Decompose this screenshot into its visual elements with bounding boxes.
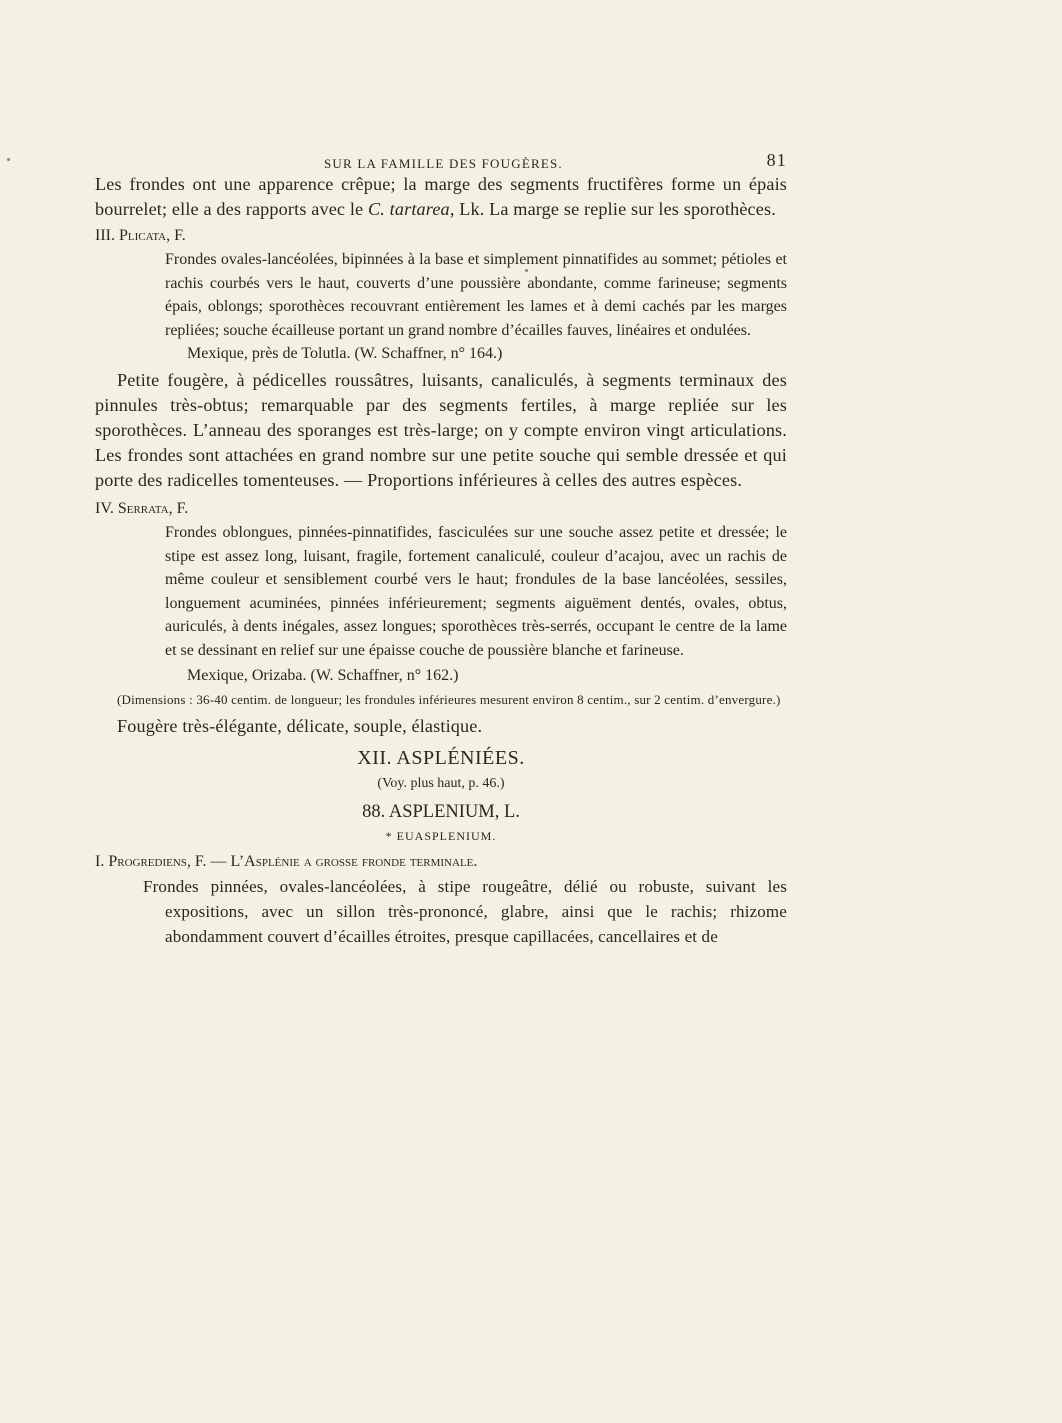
paragraph: Petite fougère, à pédicelles roussâtres, luisants, canaliculés, à segments terminaux des pinnules très-obtus; remarquable par des segments fertiles, à marge repliée sur les sporothèces. L’anneau des sporanges est très-large; on y compte environ vingt articulations. Les frondes sont attachées en grand nombre sur une petite souche qui semble dressée et qui porte des radicelles tomenteuses. — Proportions inférieures à celles des autres espèces. bbox=[95, 370, 787, 490]
paragraph-text: , Lk. La marge se replie sur les sporothèces. bbox=[449, 199, 776, 219]
species-locality: Mexique, près de Tolutla. (W. Schaffner, n° 164.) bbox=[187, 345, 503, 362]
species-name: Plicata bbox=[118, 227, 167, 244]
cross-reference: (Voy. plus haut, p. 46.) bbox=[377, 776, 505, 791]
dimensions-note: (Dimensions : 36-40 centim. de longueur; les frondules inférieures mesurent environ 8 centim., sur 2 centim. d’envergure.) bbox=[117, 692, 781, 707]
section-title: XII. ASPLÉNIÉES. bbox=[357, 747, 525, 769]
genus-heading: 88. ASPLENIUM, L. bbox=[362, 802, 520, 822]
species-numeral: I. bbox=[95, 853, 105, 870]
paragraph bbox=[95, 172, 787, 222]
common-name: Asplénie a grosse fronde terminale. bbox=[244, 853, 478, 870]
species-description-text: Frondes pinnées, ovales-lancéolées, à stipe rougeâtre, délié ou robuste, suivant les expositions, avec un sillon très-prononcé, glabre, ainsi que le rachis; rhizome abondamment couvert d’écailles étroites, presque capillacées, cancellaires et de bbox=[143, 877, 787, 946]
page-number: 81 bbox=[766, 150, 787, 170]
species-description: Frondes oblongues, pinnées-pinnatifides, fasciculées sur une souche assez petite et dressée; le stipe est assez long, luisant, fragile, fortement canaliculé, couleur d’acajou, avec un rachis de même couleur et sensiblement courbé vers le haut; frondules de la base lancéolées, sessiles, longuement acuminées, pinnées inférieurement; segments aiguëment dentés, ovales, obtus, auriculés, à dents inégales, assez longues; sporothèces très-serrés, occupant le centre de la lame et se dessinant en relief sur une épaisse couche de poussière blanche et farineuse. bbox=[165, 524, 787, 659]
page bbox=[95, 150, 787, 949]
paragraph: Fougère très-élégante, délicate, souple, élastique. bbox=[117, 716, 483, 736]
speck bbox=[7, 158, 10, 161]
species-name: Progrediens bbox=[108, 853, 187, 870]
species-locality: Mexique, Orizaba. (W. Schaffner, n° 162.) bbox=[187, 667, 459, 684]
species-author: , F. bbox=[166, 227, 186, 244]
taxon-name: C. tartarea bbox=[367, 199, 450, 219]
subgenus-heading: * EUASPLENIUM. bbox=[385, 829, 497, 843]
running-title: SUR LA FAMILLE DES FOUGÈRES. bbox=[324, 156, 563, 171]
species-numeral: III. bbox=[95, 227, 115, 244]
species-description bbox=[95, 874, 787, 949]
species-heading bbox=[95, 497, 787, 521]
running-head bbox=[95, 150, 787, 172]
species-name: Serrata bbox=[117, 500, 169, 517]
species-heading bbox=[95, 224, 787, 248]
paragraph-text: Les frondes ont une apparence crêpue; la marge des segments fructifères forme un épais bourrelet; elle a des rapports avec le bbox=[95, 174, 787, 219]
species-author: , F. — L’ bbox=[186, 853, 245, 870]
species-description: Frondes ovales-lancéolées, bipinnées à la base et simplement pinnatifides au sommet; pétioles et rachis courbés vers le haut, couverts d’une poussière abondante, comme farineuse; segments épais, oblongs; sporothèces recouvrant entièrement les lames et à demi cachés par les marges repliées; souche écailleuse portant un grand nombre d’écailles fauves, linéaires et ondulées. bbox=[165, 251, 787, 339]
species-numeral: IV. bbox=[95, 500, 114, 517]
species-heading bbox=[95, 850, 787, 874]
species-author: , F. bbox=[168, 500, 189, 517]
